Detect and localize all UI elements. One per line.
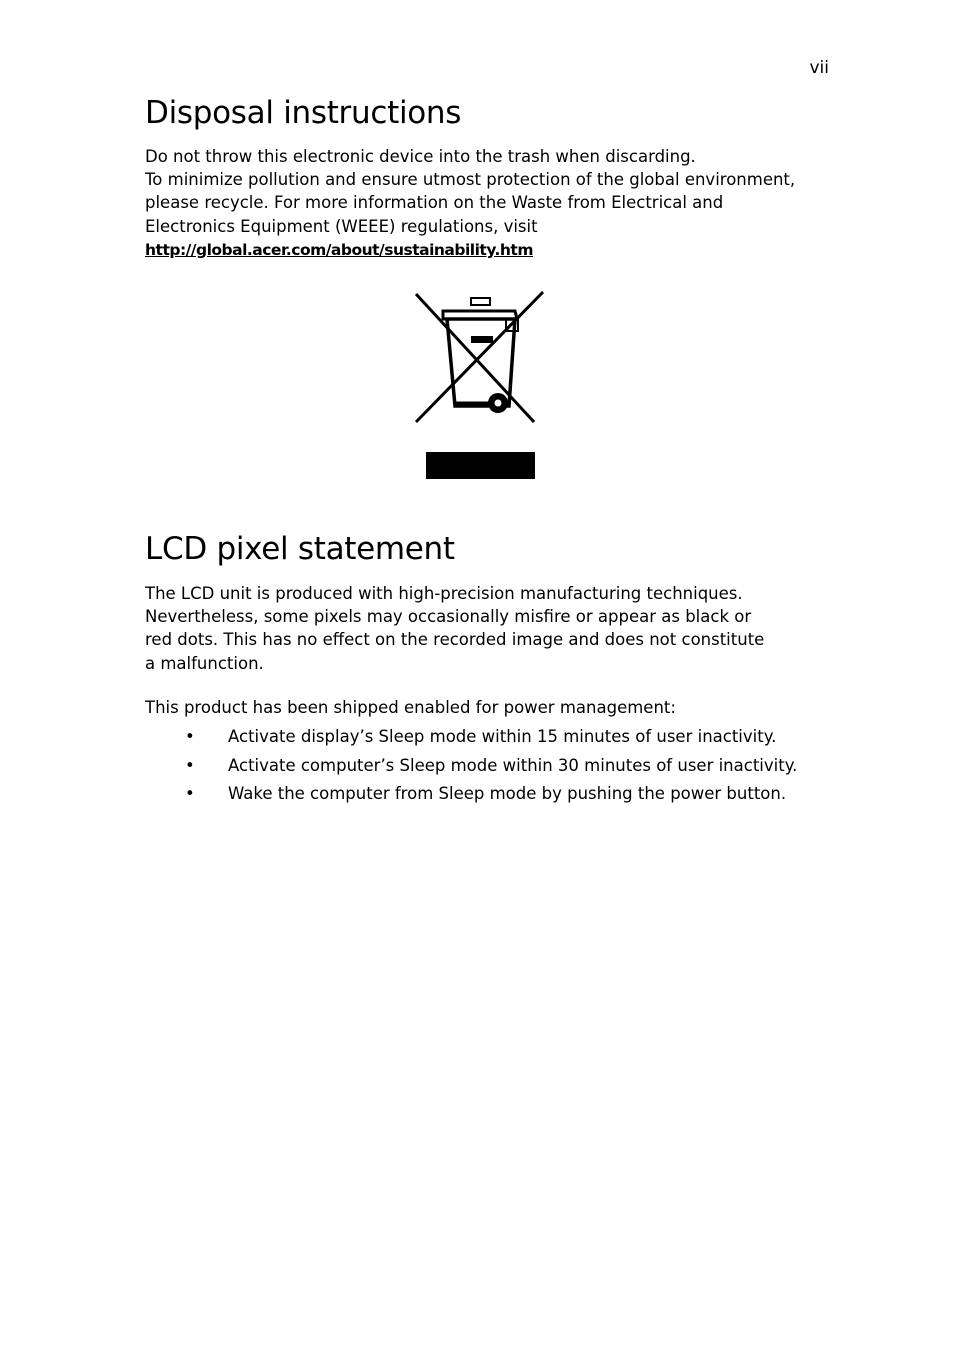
- lcd-line: red dots. This has no effect on the recorded image and does not constitute: [145, 630, 765, 650]
- disposal-title: Disposal instructions: [145, 95, 462, 131]
- disposal-line: To minimize pollution and ensure utmost protection of the global environment,: [145, 170, 796, 190]
- crossed-out-wheelie-bin-icon: [414, 290, 548, 426]
- bullet-icon: •: [185, 755, 195, 775]
- list-item-text: Wake the computer from Sleep mode by pushing the power button.: [228, 784, 787, 804]
- page-number: vii: [809, 58, 829, 78]
- weee-black-bar: [426, 452, 535, 479]
- weee-symbol: [145, 290, 845, 490]
- list-item: [145, 723, 845, 752]
- power-intro: This product has been shipped enabled for power management:: [145, 697, 676, 717]
- disposal-body: [145, 145, 845, 262]
- disposal-line: Do not throw this electronic device into the trash when discarding.: [145, 147, 696, 166]
- lcd-section: [145, 528, 845, 809]
- power-list: [145, 723, 845, 809]
- lcd-line: The LCD unit is produced with high-precision manufacturing techniques.: [145, 584, 743, 604]
- bullet-icon: •: [185, 784, 195, 804]
- disposal-line: please recycle. For more information on the Waste from Electrical and: [145, 193, 724, 213]
- lcd-line: Nevertheless, some pixels may occasionally misfire or appear as black or: [145, 607, 752, 627]
- lcd-body: [145, 582, 845, 675]
- disposal-line: Electronics Equipment (WEEE) regulations, visit: [145, 216, 538, 236]
- bullet-icon: •: [185, 727, 195, 747]
- page-content: [145, 92, 845, 809]
- list-item-text: Activate computer’s Sleep mode within 30 minutes of user inactivity.: [228, 755, 798, 775]
- list-item: [145, 780, 845, 809]
- disposal-link-line: [145, 238, 845, 262]
- lcd-line: a malfunction.: [145, 653, 264, 673]
- disposal-section: [145, 92, 845, 490]
- list-item-text: Activate display’s Sleep mode within 15 minutes of user inactivity.: [228, 727, 777, 747]
- sustainability-link[interactable]: http://global.acer.com/about/sustainability.htm: [145, 240, 533, 259]
- list-item: [145, 752, 845, 781]
- lcd-title: LCD pixel statement: [145, 531, 455, 568]
